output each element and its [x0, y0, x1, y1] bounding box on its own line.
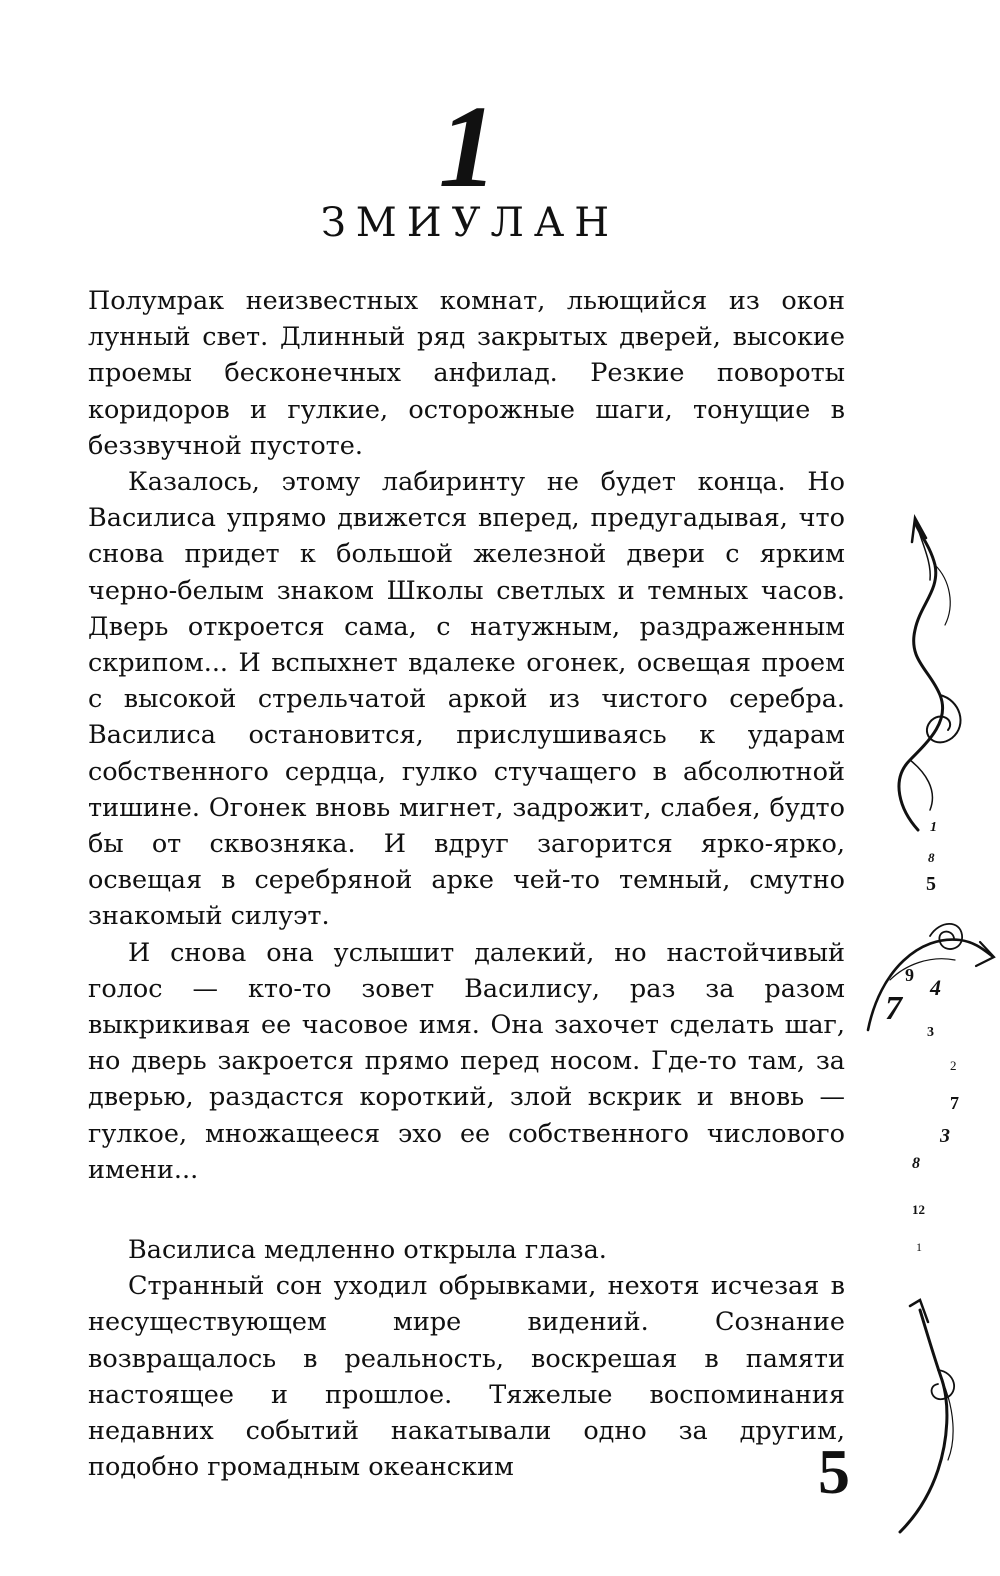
paragraph-4: Василиса медленно открыла глаза. [128, 1235, 607, 1266]
ornament-digit: 3 [927, 1025, 934, 1040]
ornament-digit: 2 [950, 1058, 957, 1073]
ornament-digit: 12 [912, 1202, 925, 1217]
chapter-number: 1 [438, 81, 498, 212]
paragraph-1: Полумрак неизвестных комнат, льющийся из окон лунный свет. Длинный ряд закрытых дверей, высокие проемы бесконечных анфилад. Резкие повороты коридоров и гулкие, осторожные шаги, тонущие в беззвучной пустоте. [88, 286, 845, 461]
chapter-title: ЗМИУЛАН [320, 200, 620, 246]
ornament-digit: 9 [905, 965, 914, 985]
ornament-digit: 8 [928, 850, 935, 865]
ornament-digit: 1 [916, 1240, 922, 1254]
ornament-digit: 7 [950, 1093, 959, 1113]
paragraph-3: И снова она услышит далекий, но настойчивый голос — кто-то зовет Василису, раз за разом выкрикивая ее часовое имя. Она захочет сделать шаг, но дверь закроется прямо перед носом. Где-то там, за дверью, раздастся короткий, злой вскрик и вновь — гулкое, множащееся эхо ее собственного числового имени... [88, 937, 845, 1185]
page-number: 5 [818, 1436, 850, 1507]
ornament-digit: 4 [930, 975, 941, 1000]
paragraph-5: Странный сон уходил обрывками, нехотя исчезая в несуществующем мире видений. Сознание возвращалось в реальность, воскрешая в памяти настоящее и прошлое. Тяжелые воспоминания недавних событий накатывали одно за другим, подобно громадным океанским [88, 1271, 845, 1483]
ornament-digit: 1 [930, 820, 937, 835]
scene-break [88, 1188, 845, 1232]
ornament-digit: 3 [940, 1125, 950, 1147]
ornament-digit: 8 [912, 1155, 920, 1172]
body-text [88, 283, 845, 1486]
paragraph-2: Казалось, этому лабиринту не будет конца. Но Василиса упрямо движется вперед, предугадывая, что снова придет к большой железной двери с ярким черно-белым знаком Школы светлых и темных часов. Дверь откроется сама, с натужным, раздраженным скрипом... И вспыхнет вдалеке огонек, освещая проем с высокой стрельчатой аркой из чистого серебра. Василиса остановится, прислушиваясь к ударам собственного сердца, гулко стучащего в абсолютной тишине. Огонек вновь мигнет, задрожит, слабея, будто бы от сквозняка. И вдруг загорится ярко-ярко, освещая в серебряной арке чей-то темный, смутно знакомый силуэт. [88, 467, 845, 932]
ornament-digit: 7 [885, 990, 902, 1027]
ornament-lower-arrow [900, 1300, 954, 1532]
ornament-digit: 5 [926, 873, 936, 895]
ornament-upper-arrow [899, 518, 961, 830]
